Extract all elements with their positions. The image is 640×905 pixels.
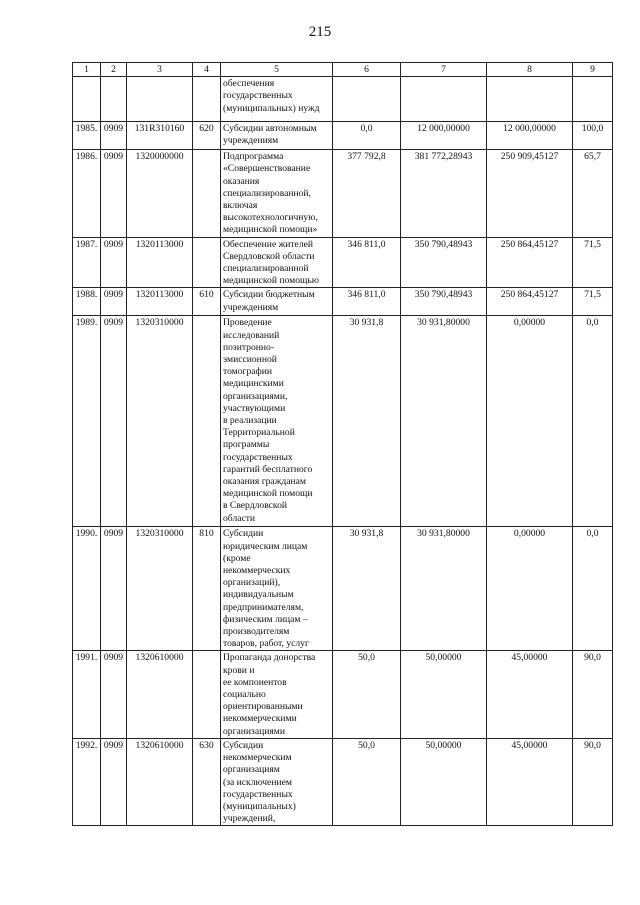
execution-percent-cell: 90,0 <box>573 738 613 825</box>
expense-type-cell <box>193 651 221 738</box>
execution-percent-cell: 65,7 <box>573 150 613 237</box>
executed-amount-cell: 250 864,45127 <box>487 237 573 288</box>
table-row <box>73 150 613 237</box>
planned-amount-cell: 30 931,8 <box>333 316 401 527</box>
section-code-cell: 0909 <box>101 316 127 527</box>
executed-amount-cell: 45,00000 <box>487 738 573 825</box>
executed-amount-cell: 45,00000 <box>487 651 573 738</box>
item-name-cell: Проведение исследований позитронно- эмиссионной томографии медицинскими организациями, участвующими в реализации Территориальной программы государственных гарантий бесплатного оказания гражданам медицинской помощи в Свердловской области <box>221 316 333 527</box>
execution-percent-cell: 71,5 <box>573 288 613 316</box>
column-header: 5 <box>221 63 333 77</box>
item-name-cell: Субсидии бюджетным учреждениям <box>221 288 333 316</box>
table-row <box>73 77 613 122</box>
execution-percent-cell <box>573 77 613 122</box>
execution-percent-cell: 0,0 <box>573 527 613 651</box>
table-row <box>73 288 613 316</box>
planned-amount-cell: 346 811,0 <box>333 288 401 316</box>
planned-amount-cell <box>333 77 401 122</box>
refined-amount-cell: 50,00000 <box>401 738 487 825</box>
row-number-cell: 1988. <box>73 288 101 316</box>
row-number-cell: 1986. <box>73 150 101 237</box>
expense-type-cell: 630 <box>193 738 221 825</box>
column-header: 8 <box>487 63 573 77</box>
refined-amount-cell: 30 931,80000 <box>401 527 487 651</box>
section-code-cell: 0909 <box>101 288 127 316</box>
row-number-cell <box>73 77 101 122</box>
refined-amount-cell: 12 000,00000 <box>401 122 487 150</box>
section-code-cell <box>101 77 127 122</box>
row-number-cell: 1990. <box>73 527 101 651</box>
target-article-cell: 131R310160 <box>127 122 193 150</box>
page-number: 215 <box>308 24 332 40</box>
executed-amount-cell: 250 864,45127 <box>487 288 573 316</box>
executed-amount-cell: 0,00000 <box>487 316 573 527</box>
planned-amount-cell: 0,0 <box>333 122 401 150</box>
target-article-cell: 1320113000 <box>127 288 193 316</box>
expense-type-cell: 610 <box>193 288 221 316</box>
planned-amount-cell: 30 931,8 <box>333 527 401 651</box>
target-article-cell: 1320310000 <box>127 527 193 651</box>
refined-amount-cell: 50,00000 <box>401 651 487 738</box>
target-article-cell: 1320610000 <box>127 738 193 825</box>
row-number-cell: 1985. <box>73 122 101 150</box>
column-header: 9 <box>573 63 613 77</box>
expense-type-cell <box>193 316 221 527</box>
column-header: 6 <box>333 63 401 77</box>
table-header-row <box>73 63 613 77</box>
refined-amount-cell <box>401 77 487 122</box>
refined-amount-cell: 30 931,80000 <box>401 316 487 527</box>
section-code-cell: 0909 <box>101 122 127 150</box>
planned-amount-cell: 50,0 <box>333 738 401 825</box>
item-name-cell: Пропаганда донорства крови и ее компонентов социально ориентированными некоммерческими организациями <box>221 651 333 738</box>
section-code-cell: 0909 <box>101 651 127 738</box>
section-code-cell: 0909 <box>101 237 127 288</box>
item-name-cell: Обеспечение жителей Свердловской области специализированной медицинской помощью <box>221 237 333 288</box>
expense-type-cell <box>193 150 221 237</box>
row-number-cell: 1987. <box>73 237 101 288</box>
refined-amount-cell: 350 790,48943 <box>401 237 487 288</box>
execution-percent-cell: 90,0 <box>573 651 613 738</box>
item-name-cell: Субсидии юридическим лицам (кроме некоммерческих организаций), индивидуальным предпринимателям, физическим лицам – производителям товаров, работ, услуг <box>221 527 333 651</box>
expense-type-cell: 620 <box>193 122 221 150</box>
row-number-cell: 1991. <box>73 651 101 738</box>
expense-type-cell: 810 <box>193 527 221 651</box>
section-code-cell: 0909 <box>101 150 127 237</box>
column-header: 7 <box>401 63 487 77</box>
refined-amount-cell: 381 772,28943 <box>401 150 487 237</box>
execution-percent-cell: 100,0 <box>573 122 613 150</box>
target-article-cell: 1320000000 <box>127 150 193 237</box>
row-number-cell: 1992. <box>73 738 101 825</box>
executed-amount-cell: 250 909,45127 <box>487 150 573 237</box>
item-name-cell: Субсидии автономным учреждениям <box>221 122 333 150</box>
target-article-cell: 1320310000 <box>127 316 193 527</box>
target-article-cell: 1320610000 <box>127 651 193 738</box>
column-header: 1 <box>73 63 101 77</box>
planned-amount-cell: 346 811,0 <box>333 237 401 288</box>
table-row <box>73 527 613 651</box>
item-name-cell: обеспечения государственных (муниципальных) нужд <box>221 77 333 122</box>
target-article-cell: 1320113000 <box>127 237 193 288</box>
column-header: 3 <box>127 63 193 77</box>
planned-amount-cell: 377 792,8 <box>333 150 401 237</box>
budget-table <box>72 62 613 826</box>
table-row <box>73 738 613 825</box>
expense-type-cell <box>193 77 221 122</box>
expense-type-cell <box>193 237 221 288</box>
executed-amount-cell <box>487 77 573 122</box>
section-code-cell: 0909 <box>101 527 127 651</box>
executed-amount-cell: 0,00000 <box>487 527 573 651</box>
execution-percent-cell: 71,5 <box>573 237 613 288</box>
table-row <box>73 651 613 738</box>
column-header: 2 <box>101 63 127 77</box>
execution-percent-cell: 0,0 <box>573 316 613 527</box>
item-name-cell: Субсидии некоммерческим организациям (за исключением государственных (муниципальных) учреждений, <box>221 738 333 825</box>
table-row <box>73 316 613 527</box>
row-number-cell: 1989. <box>73 316 101 527</box>
planned-amount-cell: 50,0 <box>333 651 401 738</box>
section-code-cell: 0909 <box>101 738 127 825</box>
item-name-cell: Подпрограмма «Совершенствование оказания специализированной, включая высокотехнологичную, медицинской помощи» <box>221 150 333 237</box>
column-header: 4 <box>193 63 221 77</box>
target-article-cell <box>127 77 193 122</box>
executed-amount-cell: 12 000,00000 <box>487 122 573 150</box>
refined-amount-cell: 350 790,48943 <box>401 288 487 316</box>
table-row <box>73 122 613 150</box>
table-row <box>73 237 613 288</box>
